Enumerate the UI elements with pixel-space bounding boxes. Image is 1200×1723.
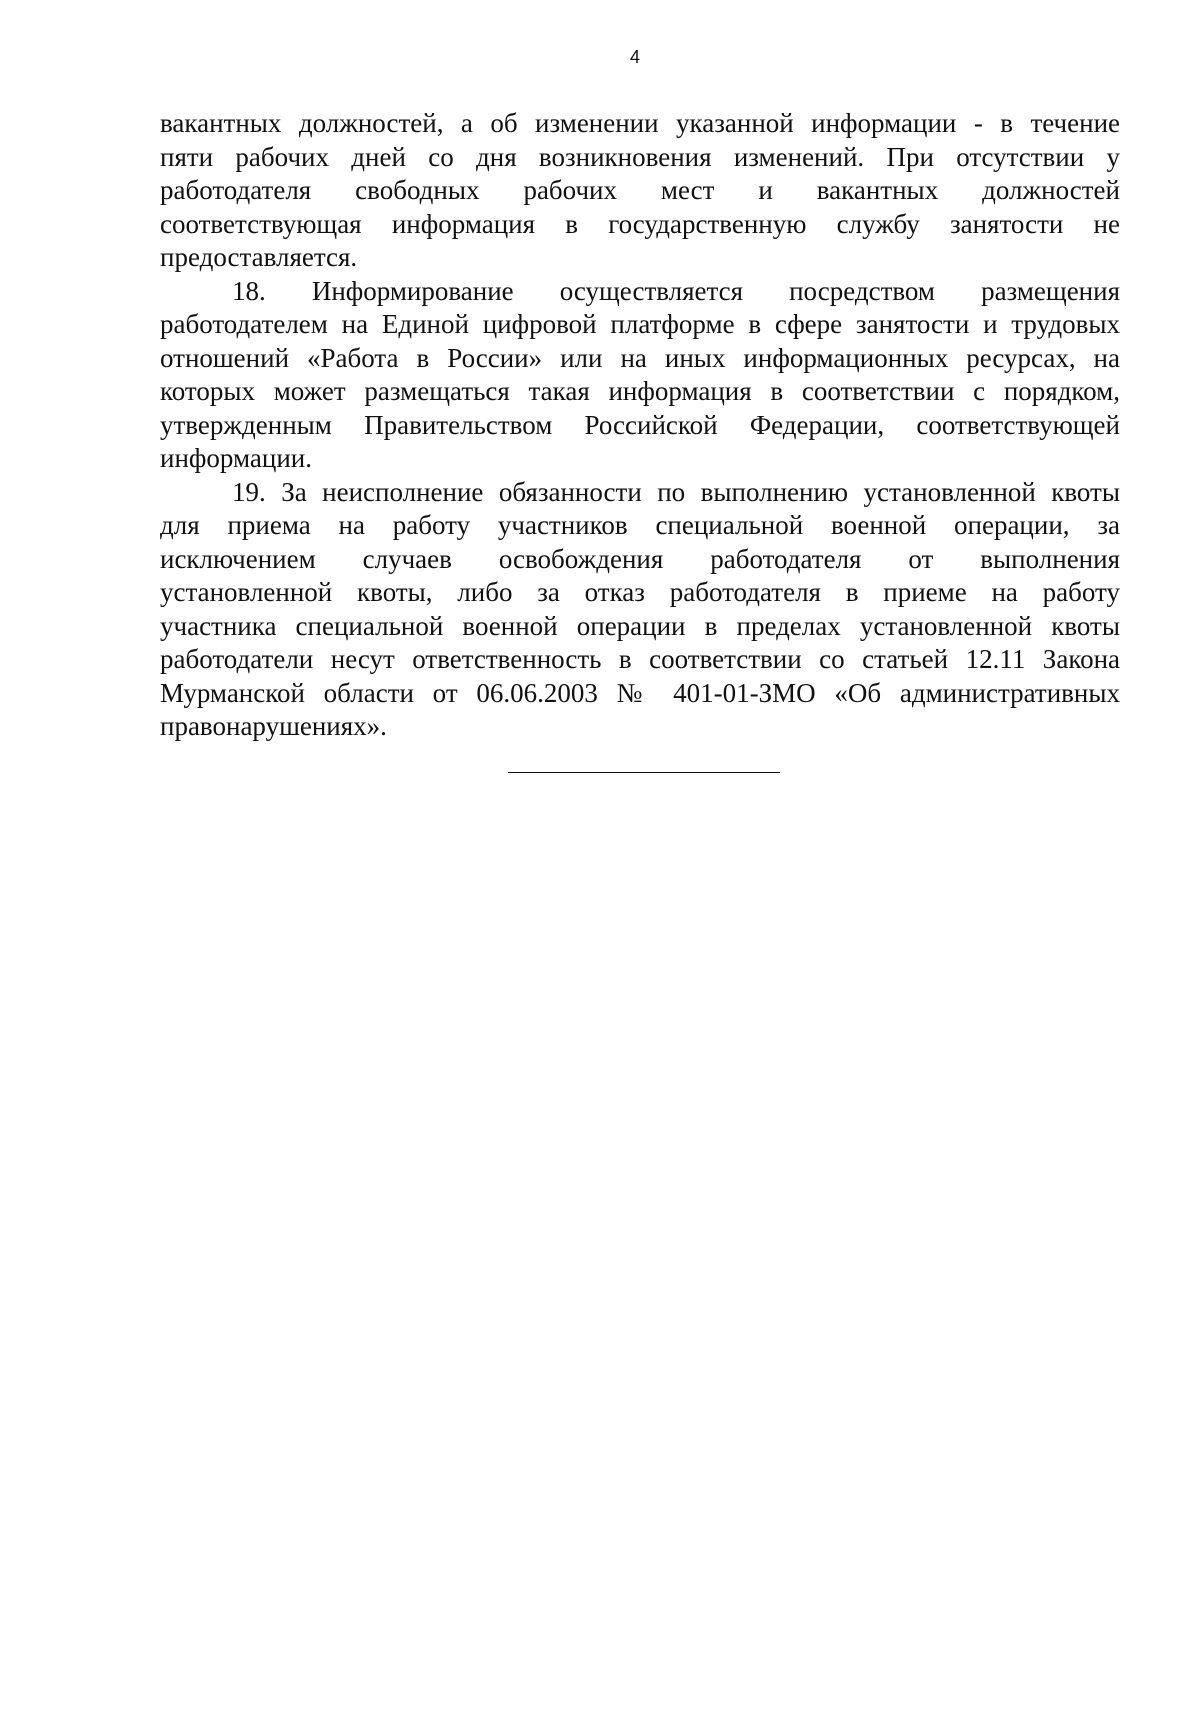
text-line: работодателем на Единой цифровой платформе в сфере занятости и трудовых: [160, 309, 1120, 339]
text-line: работодатели несут ответственность в соответствии со статьей 12.11 Закона: [160, 644, 1120, 674]
text-line: Мурманской области от 06.06.2003 № 401-01-ЗМО «Об административных: [160, 677, 1120, 708]
text-line: вакантных должностей, а об изменении указанной информации - в течение: [160, 108, 1120, 138]
text-line: утвержденным Правительством Российской Федерации, соответствующей: [160, 409, 1120, 440]
text-line: работодателя свободных рабочих мест и вакантных должностей: [160, 175, 1120, 205]
text-line: установленной квоты, либо за отказ работодателя в приеме на работу: [160, 577, 1120, 607]
document-body: [160, 107, 1120, 744]
text-line: исключением случаев освобождения работодателя от выполнения: [160, 543, 1120, 574]
text-line: 19. За неисполнение обязанности по выполнению установленной квоты: [232, 476, 1120, 507]
text-line: для приема на работу участников специальной военной операции, за: [160, 510, 1120, 540]
text-line: участника специальной военной операции в пределах установленной квоты: [160, 610, 1120, 641]
text-line: соответствующая информация в государственную службу занятости не: [160, 208, 1120, 239]
text-line: информации.: [160, 443, 312, 473]
paragraph-continuation: [160, 107, 1120, 275]
text-line: правонарушениях».: [160, 711, 387, 741]
text-line: пяти рабочих дней со дня возникновения изменений. При отсутствии у: [160, 141, 1120, 172]
text-line: предоставляется.: [160, 242, 358, 272]
text-line: отношений «Работа в России» или на иных информационных ресурсах, на: [160, 342, 1120, 373]
paragraph-18: [160, 275, 1120, 476]
text-line: которых может размещаться такая информация в соответствии с порядком,: [160, 376, 1120, 406]
end-of-document-rule: [508, 772, 780, 773]
text-line: 18. Информирование осуществляется посредством размещения: [232, 275, 1120, 306]
page-number: 4: [629, 47, 640, 67]
paragraph-19: [160, 476, 1120, 744]
